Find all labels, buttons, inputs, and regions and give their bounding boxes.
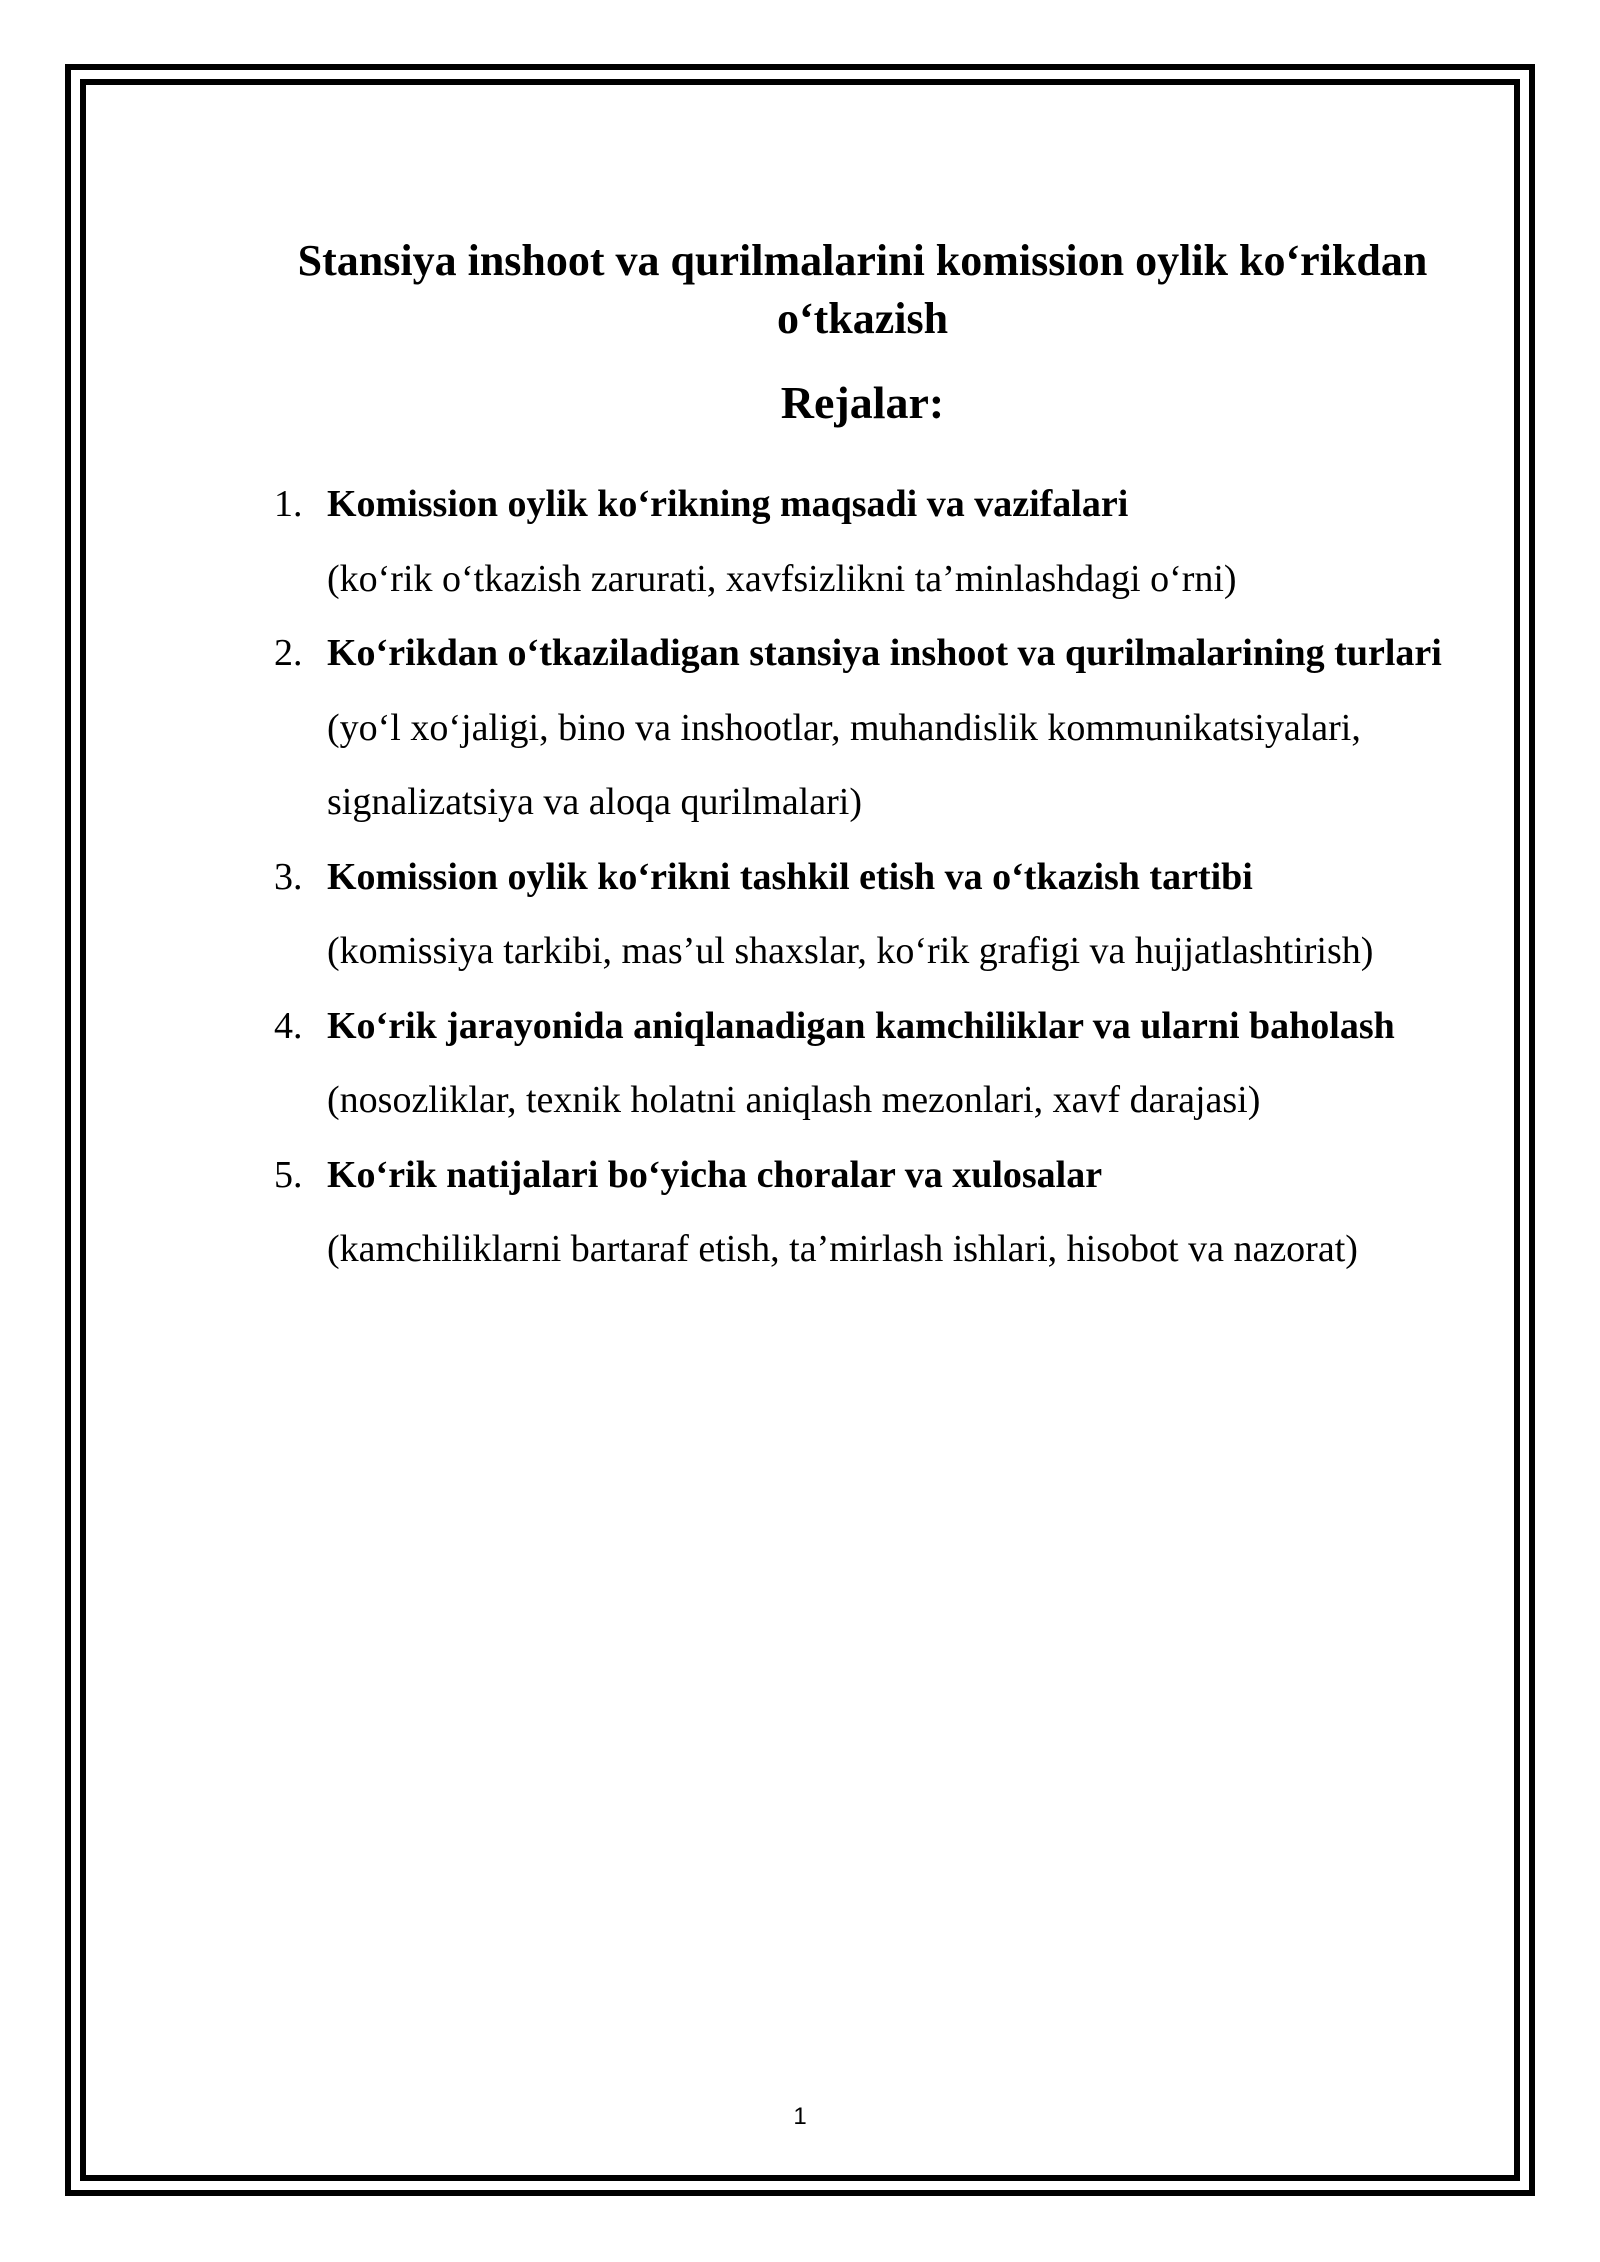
- plans-heading: Rejalar:: [780, 377, 945, 428]
- plan-item-number: 1.: [274, 483, 303, 525]
- plan-list: [270, 467, 1500, 1287]
- plan-item-description: (nosozliklar, texnik holatni aniqlash mezonlari, xavf darajasi): [327, 1079, 1261, 1121]
- plan-item-heading: Ko‘rik jarayonida aniqlanadigan kamchiliklar va ularni baholash: [327, 1004, 1395, 1047]
- plan-item-3: [270, 840, 1500, 989]
- plan-item-description: (komissiya tarkibi, mas’ul shaxslar, ko‘rik grafigi va hujjatlashtirish): [327, 930, 1374, 972]
- plan-item-4: [270, 989, 1500, 1138]
- plan-item-heading: Komission oylik ko‘rikni tashkil etish va o‘tkazish tartibi: [327, 855, 1253, 898]
- plan-item-description: (ko‘rik o‘tkazish zarurati, xavfsizlikni ta’minlashdagi o‘rni): [327, 557, 1237, 600]
- plan-item-number: 4.: [274, 1004, 303, 1047]
- plan-item-number: 3.: [274, 855, 303, 898]
- document-title: Stansiya inshoot va qurilmalarini komission oylik ko‘rikdan o‘tkazish: [297, 236, 1428, 343]
- plan-item-description: (kamchiliklarni bartaraf etish, ta’mirlash ishlari, hisobot va nazorat): [327, 1228, 1358, 1270]
- plan-item-2: [270, 616, 1500, 840]
- plan-item-1: [270, 467, 1500, 616]
- plan-item-5: [270, 1138, 1500, 1287]
- plan-item-number: 2.: [274, 632, 303, 674]
- plan-item-heading: Ko‘rikdan o‘tkaziladigan stansiya inshoot va qurilmalarining turlari: [327, 632, 1442, 674]
- page-number: 1: [793, 2103, 807, 2130]
- plan-item-heading: Komission oylik ko‘rikning maqsadi va vazifalari: [327, 483, 1129, 525]
- plan-item-description: (yo‘l xo‘jaligi, bino va inshootlar, muhandislik kommunikatsiyalari, signalizatsiya va aloqa qurilmalari): [327, 706, 1361, 823]
- plan-item-number: 5.: [274, 1153, 303, 1196]
- plan-item-heading: Ko‘rik natijalari bo‘yicha choralar va xulosalar: [327, 1153, 1103, 1196]
